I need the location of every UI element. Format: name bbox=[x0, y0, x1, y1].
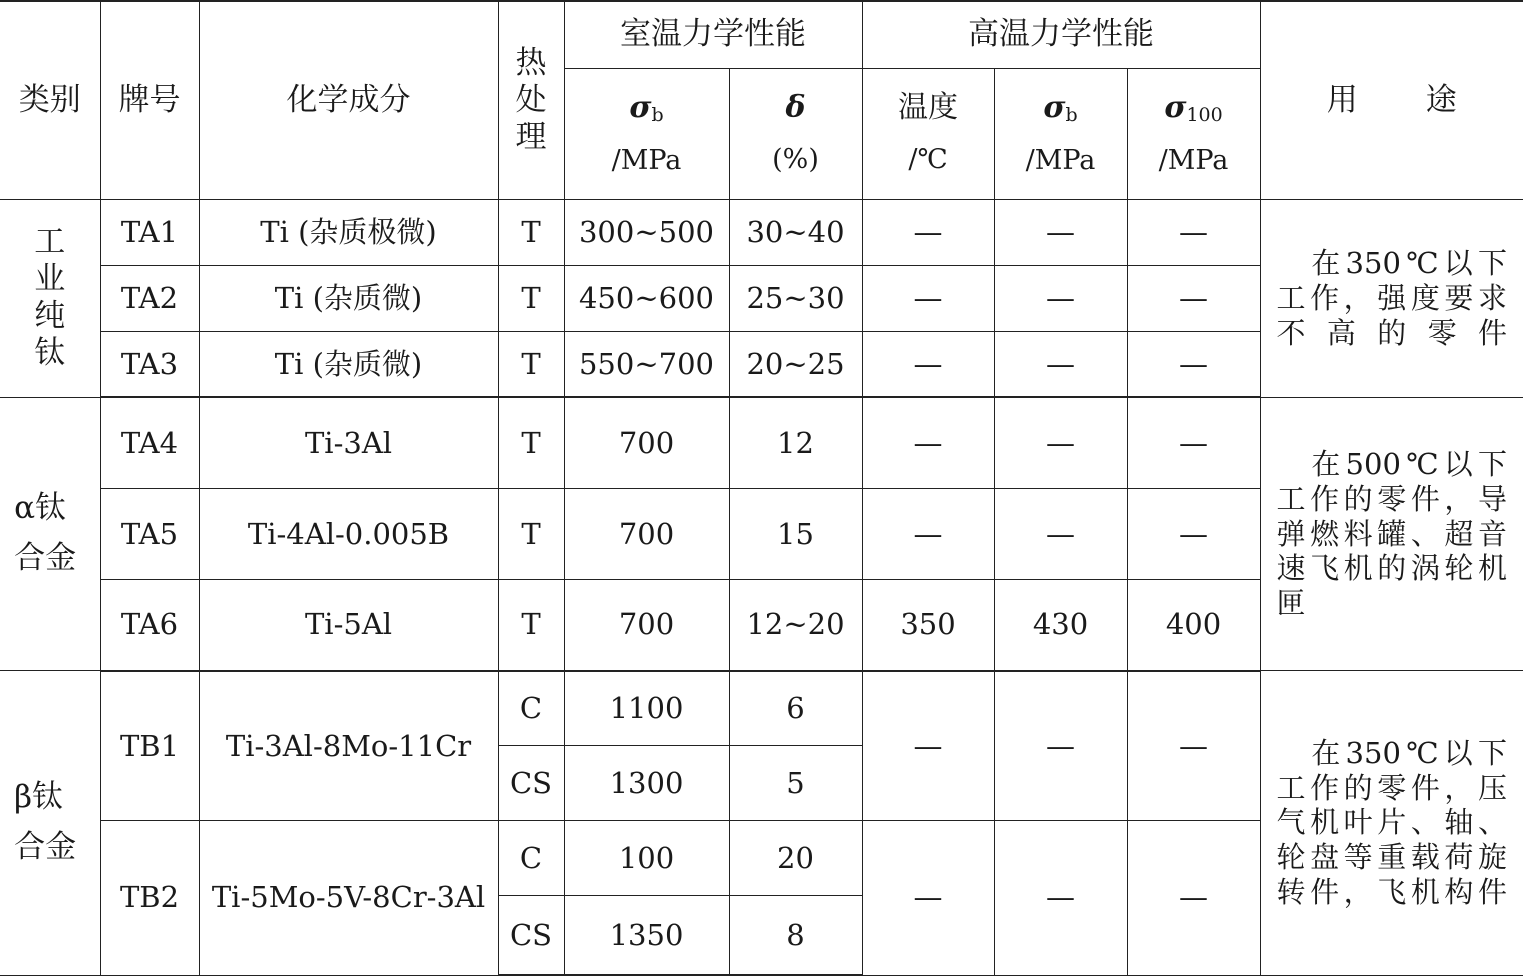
cell-heat-treatment: T bbox=[498, 488, 564, 579]
table-row bbox=[0, 671, 1523, 746]
cell-composition: Ti (杂质极微) bbox=[199, 199, 498, 265]
cell-sigma-b-high: — bbox=[994, 671, 1127, 821]
cell-sigma-b-high: — bbox=[994, 199, 1127, 265]
cell-grade: TA3 bbox=[100, 331, 199, 397]
cell-delta: 20~25 bbox=[729, 331, 862, 397]
use-alpha: 在500℃以下工作的零件，导弹燃料罐、超音速飞机的涡轮机匣 bbox=[1260, 397, 1523, 670]
header-use-2: 途 bbox=[1425, 81, 1457, 118]
cell-delta: 20 bbox=[729, 821, 862, 896]
cell-heat-treatment: C bbox=[498, 821, 564, 896]
cell-delta: 25~30 bbox=[729, 265, 862, 331]
header-grade: 牌号 bbox=[100, 1, 199, 199]
cell-sigma-b: 450~600 bbox=[564, 265, 729, 331]
table-row bbox=[0, 397, 1523, 488]
cell-heat-treatment: T bbox=[498, 397, 564, 488]
cell-sigma-b-high: — bbox=[994, 488, 1127, 579]
cell-delta: 30~40 bbox=[729, 199, 862, 265]
cell-sigma-b: 700 bbox=[564, 488, 729, 579]
header-heat-treatment: 热处理 bbox=[498, 1, 564, 199]
cell-temperature: — bbox=[862, 397, 994, 488]
cell-heat-treatment: CS bbox=[498, 746, 564, 821]
cell-delta: 6 bbox=[729, 671, 862, 746]
cell-temperature: 350 bbox=[862, 580, 994, 671]
use-industrial: 在350℃以下工作，强度要求不高的零件 bbox=[1260, 199, 1523, 397]
cell-heat-treatment: T bbox=[498, 199, 564, 265]
cell-composition: Ti-3Al-8Mo-11Cr bbox=[199, 671, 498, 821]
cell-delta: 15 bbox=[729, 488, 862, 579]
cell-sigma-100: 400 bbox=[1127, 580, 1260, 671]
cell-heat-treatment: T bbox=[498, 331, 564, 397]
header-use-1: 用 bbox=[1326, 81, 1358, 118]
cell-sigma-b-high: 430 bbox=[994, 580, 1127, 671]
cell-grade: TB2 bbox=[100, 821, 199, 975]
cell-sigma-b-high: — bbox=[994, 397, 1127, 488]
cell-sigma-b-high: — bbox=[994, 265, 1127, 331]
header-sigma-b-high: $\sigma_b$ /MPa bbox=[994, 68, 1127, 199]
cell-heat-treatment: T bbox=[498, 580, 564, 671]
table-row bbox=[0, 199, 1523, 265]
cell-temperature: — bbox=[862, 821, 994, 975]
cell-delta: 5 bbox=[729, 746, 862, 821]
cell-sigma-100: — bbox=[1127, 199, 1260, 265]
cell-grade: TA2 bbox=[100, 265, 199, 331]
cell-sigma-b: 1100 bbox=[564, 671, 729, 746]
cell-delta: 12~20 bbox=[729, 580, 862, 671]
cell-sigma-b-high: — bbox=[994, 331, 1127, 397]
cell-sigma-b-high: — bbox=[994, 821, 1127, 975]
cell-sigma-b: 550~700 bbox=[564, 331, 729, 397]
cell-composition: Ti-5Al bbox=[199, 580, 498, 671]
category-industrial: 工业纯钛 bbox=[0, 199, 100, 397]
cell-composition: Ti-5Mo-5V-8Cr-3Al bbox=[199, 821, 498, 975]
header-sigma-b-room: $\sigma_b$ /MPa bbox=[564, 68, 729, 199]
cell-sigma-100: — bbox=[1127, 265, 1260, 331]
cell-temperature: — bbox=[862, 199, 994, 265]
cell-sigma-100: — bbox=[1127, 397, 1260, 488]
cell-sigma-b: 100 bbox=[564, 821, 729, 896]
cell-temperature: — bbox=[862, 671, 994, 821]
cell-grade: TA4 bbox=[100, 397, 199, 488]
cell-grade: TA1 bbox=[100, 199, 199, 265]
cell-composition: Ti (杂质微) bbox=[199, 265, 498, 331]
cell-sigma-b: 1300 bbox=[564, 746, 729, 821]
cell-sigma-100: — bbox=[1127, 821, 1260, 975]
cell-temperature: — bbox=[862, 488, 994, 579]
header-use bbox=[1260, 1, 1523, 199]
cell-sigma-b: 700 bbox=[564, 397, 729, 488]
header-temperature: 温度 /℃ bbox=[862, 68, 994, 199]
cell-composition: Ti-3Al bbox=[199, 397, 498, 488]
header-row-1 bbox=[0, 1, 1523, 68]
cell-heat-treatment: CS bbox=[498, 896, 564, 975]
cell-grade: TA5 bbox=[100, 488, 199, 579]
category-alpha: α钛合金 bbox=[0, 397, 100, 670]
cell-temperature: — bbox=[862, 331, 994, 397]
cell-heat-treatment: C bbox=[498, 671, 564, 746]
cell-temperature: — bbox=[862, 265, 994, 331]
cell-composition: Ti-4Al-0.005B bbox=[199, 488, 498, 579]
cell-sigma-b: 700 bbox=[564, 580, 729, 671]
cell-delta: 8 bbox=[729, 896, 862, 975]
category-beta: β钛合金 bbox=[0, 671, 100, 975]
cell-grade: TA6 bbox=[100, 580, 199, 671]
header-high-temp: 高温力学性能 bbox=[862, 1, 1260, 68]
cell-sigma-100: — bbox=[1127, 488, 1260, 579]
header-category: 类别 bbox=[0, 1, 100, 199]
cell-grade: TB1 bbox=[100, 671, 199, 821]
header-room-temp: 室温力学性能 bbox=[564, 1, 862, 68]
cell-heat-treatment: T bbox=[498, 265, 564, 331]
header-sigma-100: $\sigma_{100}$ /MPa bbox=[1127, 68, 1260, 199]
cell-delta: 12 bbox=[729, 397, 862, 488]
cell-sigma-100: — bbox=[1127, 331, 1260, 397]
header-composition: 化学成分 bbox=[199, 1, 498, 199]
use-beta: 在350℃以下工作的零件，压气机叶片、轴、轮盘等重载荷旋转件，飞机构件 bbox=[1260, 671, 1523, 975]
header-delta: δ (%) bbox=[729, 68, 862, 199]
cell-sigma-100: — bbox=[1127, 671, 1260, 821]
cell-composition: Ti (杂质微) bbox=[199, 331, 498, 397]
cell-sigma-b: 300~500 bbox=[564, 199, 729, 265]
cell-sigma-b: 1350 bbox=[564, 896, 729, 975]
